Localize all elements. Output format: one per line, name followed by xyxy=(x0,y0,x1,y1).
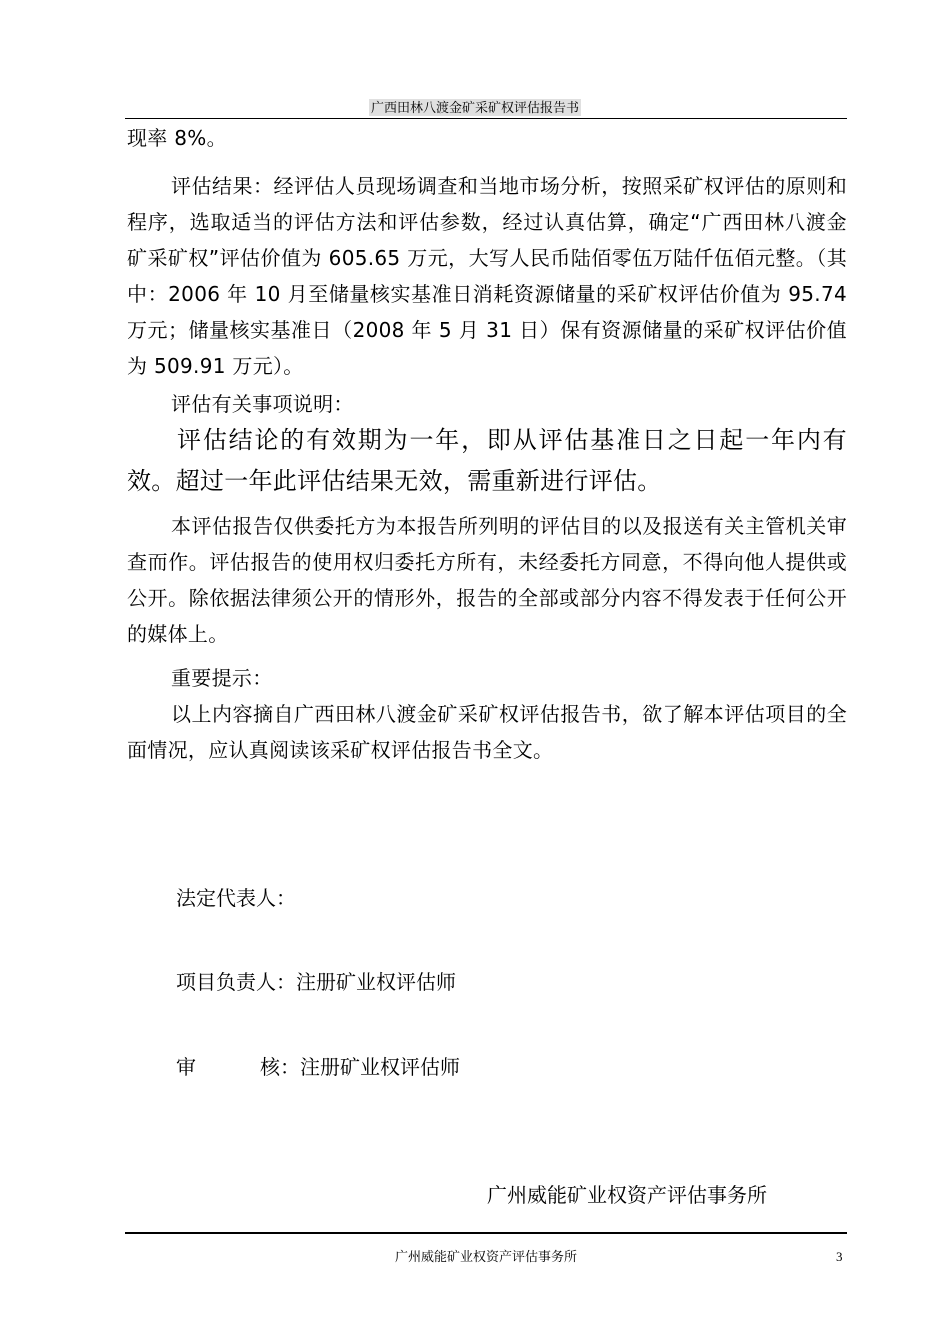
legal-representative-label: 法定代表人： xyxy=(176,886,296,910)
paragraph-important-heading: 重要提示： xyxy=(171,666,273,690)
paragraph-notes-heading: 评估有关事项说明： xyxy=(171,392,354,416)
project-lead-label: 项目负责人：注册矿业权评估师 xyxy=(176,970,456,994)
page-number: 3 xyxy=(836,1249,843,1264)
paragraph-validity: 评估结论的有效期为一年，即从评估基准日之日起一年内有效。超过一年此评估结果无效，需重新进行评估。 xyxy=(127,426,847,495)
paragraph-discount-rate: 现率 8%。 xyxy=(127,126,227,150)
organization-name: 广州威能矿业权资产评估事务所 xyxy=(487,1183,767,1207)
report-body xyxy=(127,118,847,768)
footer-divider xyxy=(125,1232,847,1234)
paragraph-evaluation-result: 评估结果：经评估人员现场调查和当地市场分析，按照采矿权评估的原则和程序，选取适当的评估方法和评估参数，经过认真估算，确定“广西田林八渡金矿采矿权”评估价值为 605.65 万元，大写人民币陆佰零伍万陆仟伍佰元整。（其中：2006 年 10 月至储量核实基准日消耗资源储量的采矿权评估价值为 95.74 万元；储量核实基准日（2008 年 5 月 31 日）保有资源储量的采矿权评估价值为 509.91 万元）。 xyxy=(127,174,847,378)
reviewer-label-second: 核：注册矿业权评估师 xyxy=(260,1055,460,1079)
page-footer-text: 广州威能矿业权资产评估事务所 xyxy=(394,1249,577,1264)
reviewer-label xyxy=(176,1053,460,1081)
reviewer-label-first: 审 xyxy=(176,1055,196,1079)
paragraph-important-note: 以上内容摘自广西田林八渡金矿采矿权评估报告书，欲了解本评估项目的全面情况，应认真阅读该采矿权评估报告书全文。 xyxy=(127,702,847,762)
paragraph-usage-restriction: 本评估报告仅供委托方为本报告所列明的评估目的以及报送有关主管机关审查而作。评估报告的使用权归委托方所有，未经委托方同意，不得向他人提供或公开。除依据法律须公开的情形外，报告的全部或部分内容不得发表于任何公开的媒体上。 xyxy=(127,514,847,646)
page-header-title: 广西田林八渡金矿采矿权评估报告书 xyxy=(370,100,580,115)
